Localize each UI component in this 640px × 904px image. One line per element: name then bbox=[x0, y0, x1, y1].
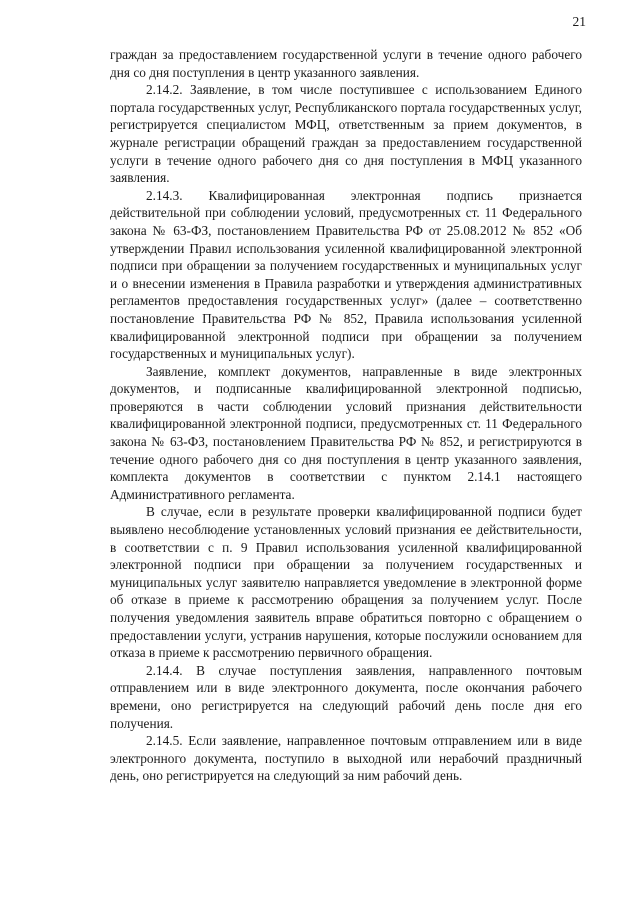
paragraph-signature-verification: Заявление, комплект документов, направленные в виде электронных документов, и подписанные квалифицированной электронной подписью, проверяются в части соблюдении условий признания действительности квалифицированной электронной подписи, предусмотренных ст. 11 Федерального закона № 63-ФЗ, постановлением Правительства РФ № 852, и регистрируются в течение одного рабочего дня со дня поступления в центр указанного заявления, комплекта документов в соответствии с пунктом 2.14.1 настоящего Административного регламента. bbox=[110, 363, 582, 502]
paragraph-2-14-2: 2.14.2. Заявление, в том числе поступившее с использованием Единого портала государственных услуг, Республиканского портала государственных услуг, регистрируется специалистом МФЦ, ответственным за прием документов, в журнале регистрации обращений граждан за предоставлением государственной услуги в течение одного рабочего дня со дня поступления в МФЦ указанного заявления. bbox=[110, 82, 582, 186]
paragraph-2-14-4: 2.14.4. В случае поступления заявления, направленного почтовым отправлением или в виде электронного документа, после окончания рабочего времени, оно регистрируется на следующий рабочий день после дня его получения. bbox=[110, 662, 582, 731]
paragraph-continuation: граждан за предоставлением государственной услуги в течение одного рабочего дня со дня поступления в центр указанного заявления. bbox=[110, 47, 582, 80]
document-body bbox=[110, 46, 582, 785]
paragraph-verification-failure: В случае, если в результате проверки квалифицированной подписи будет выявлено несоблюдение установленных условий признания ее действительности, в соответствии с п. 9 Правил использования усиленной квалифицированной электронной подписи при обращении за получением государственных и муниципальных услуг заявителю направляется уведомление в электронной форме об отказе в приеме к рассмотрению обращения за получением услуг. После получения уведомления заявитель вправе обратиться повторно с обращением о предоставлении услуги, устранив нарушения, которые послужили основанием для отказа в приеме к рассмотрению первичного обращения. bbox=[110, 504, 582, 661]
page-number: 21 bbox=[572, 14, 586, 29]
paragraph-2-14-3: 2.14.3. Квалифицированная электронная подпись признается действительной при соблюдении условий, предусмотренных ст. 11 Федерального закона № 63-ФЗ, постановлением Правительства РФ от 25.08.2012 № 852 «Об утверждении Правил использования усиленной квалифицированной электронной подписи при обращении за получением государственных и муниципальных услуг и о внесении изменения в Правила разработки и утверждения административных регламентов предоставления государственных услуг» (далее – соответственно постановление Правительства РФ № 852, Правила использования усиленной квалифицированной электронной подписи при обращении за получением государственных и муниципальных услуг). bbox=[110, 187, 582, 362]
paragraph-2-14-5: 2.14.5. Если заявление, направленное почтовым отправлением или в виде электронного документа, поступило в выходной или нерабочий праздничный день, оно регистрируется на следующий за ним рабочий день. bbox=[110, 733, 582, 784]
